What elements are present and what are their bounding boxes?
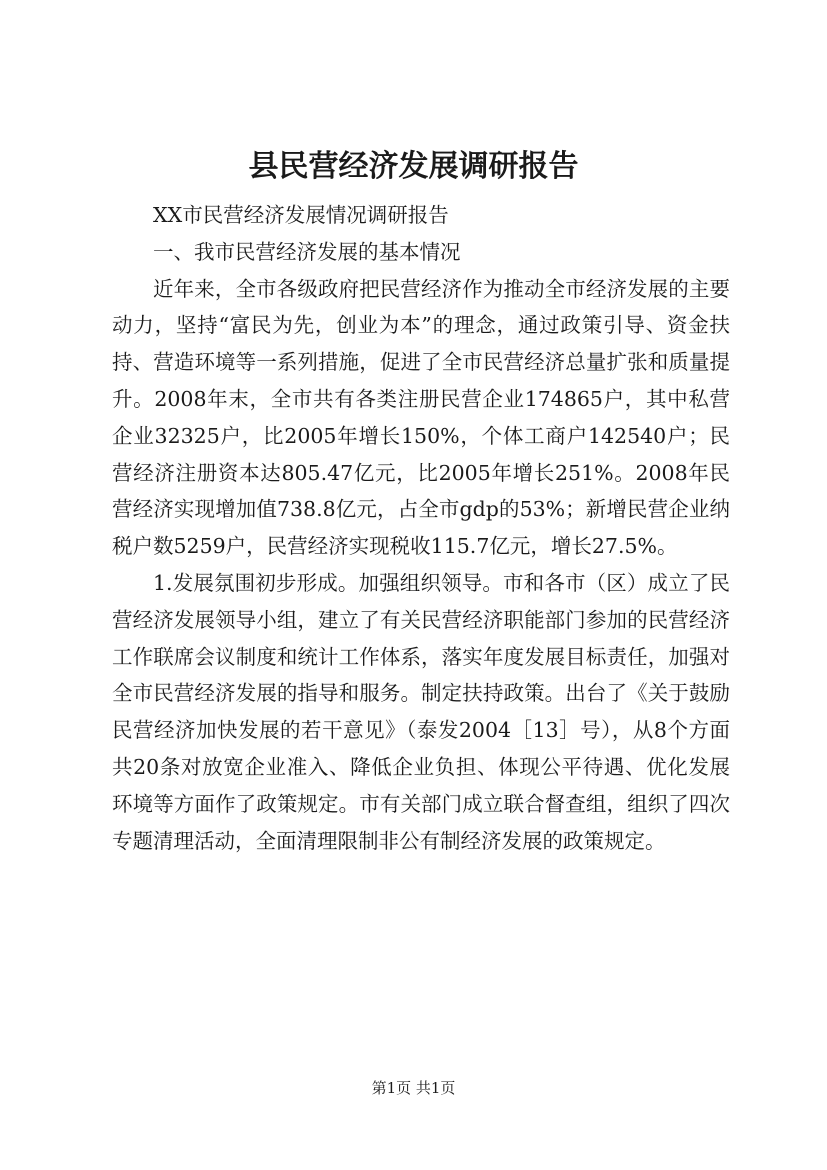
document-body [112,197,730,859]
report-subtitle: XX市民营经济发展情况调研报告 [153,203,449,227]
section-heading: 一、我市民营经济发展的基本情况 [153,239,461,264]
document-title: 县民营经济发展调研报告 [248,149,579,184]
paragraph-overview: 近年来，全市各级政府把民营经济作为推动全市经济发展的主要动力，坚持“富民为先，创业为本”的理念，通过政策引导、资金扶持、营造环境等一系列措施，促进了全市民营经济总量扩张和质量提升。2008年末，全市共有各类注册民营企业174865户，其中私营企业32325户，比2005年增长150%，个体工商户142540户；民营经济注册资本达805.47亿元，比2005年增长251%。2008年民营经济实现增加值738.8亿元，占全市gdp的53%；新增民营企业纳税户数5259户，民营经济实现税收115.7亿元，增长27.5%。 [112,276,730,559]
page-footer: 第1页 共1页 [371,1079,456,1097]
paragraph-development-atmosphere: 1.发展氛围初步形成。加强组织领导。市和各市（区）成立了民营经济发展领导小组，建立了有关民营经济职能部门参加的民营经济工作联席会议制度和统计工作体系，落实年度发展目标责任，加强对全市民营经济发展的指导和服务。制定扶持政策。出台了《关于鼓励民营经济加快发展的若干意见》（泰发2004［13］号），从8个方面共20条对放宽企业准入、降低企业负担、体现公平待遇、优化发展环境等方面作了政策规定。市有关部门成立联合督查组，组织了四次专题清理活动，全面清理限制非公有制经济发展的政策规定。 [112,570,730,853]
